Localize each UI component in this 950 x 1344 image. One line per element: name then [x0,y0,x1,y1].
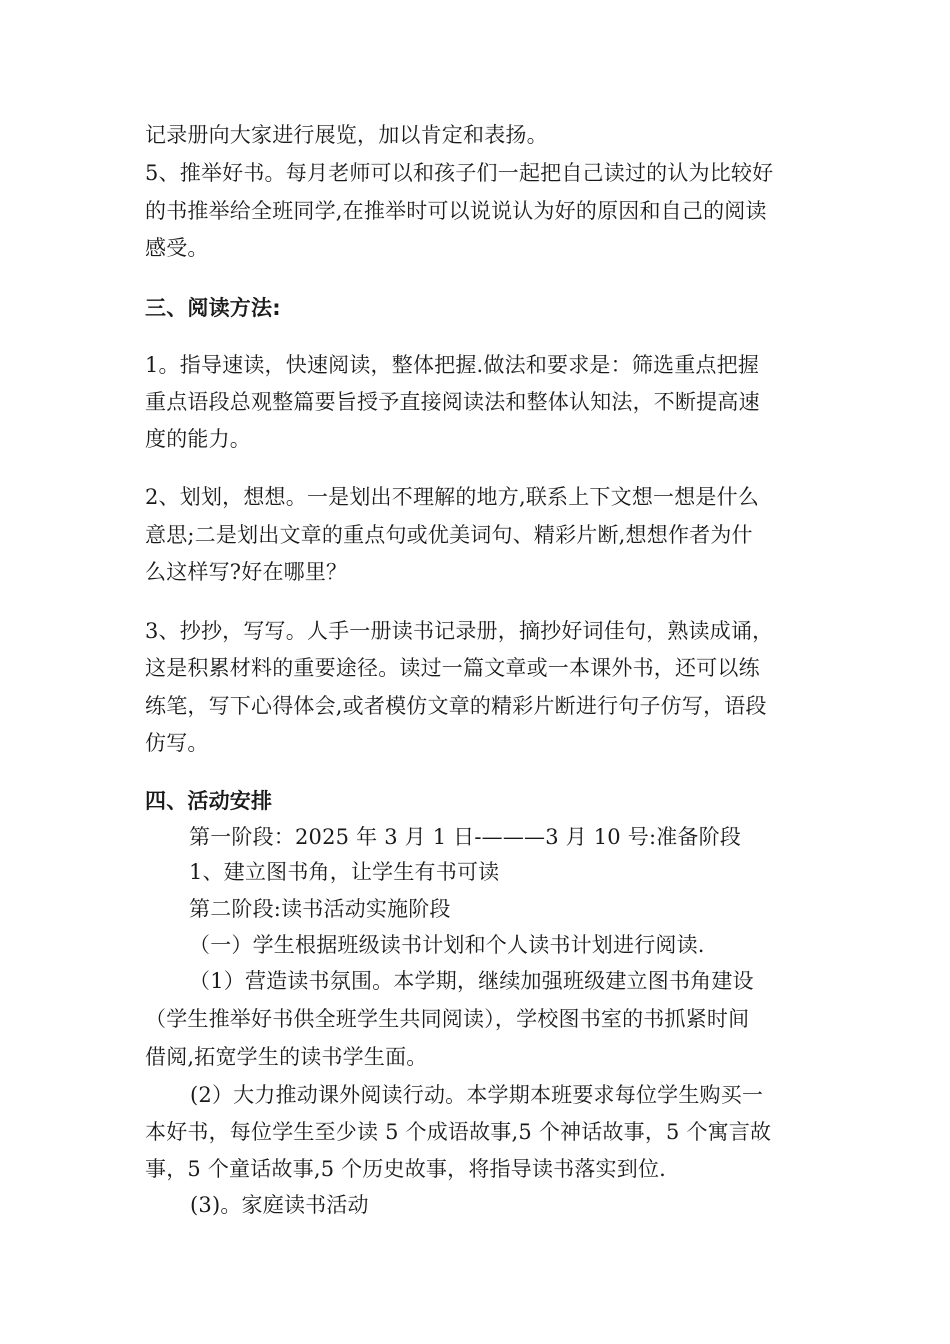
text-line: 事，5 个童话故事,5 个历史故事，将指导读书落实到位. [145,1157,667,1181]
text-line: 记录册向大家进行展览，加以肯定和表扬。 [145,123,548,147]
text-line: 感受。 [145,236,209,260]
text-line: 2、划划，想想。一是划出不理解的地方,联系上下文想一想是什么 [145,485,760,509]
text-line: 练笔，写下心得体会,或者模仿文章的精彩片断进行句子仿写，语段 [145,694,767,718]
text-line: 5、推举好书。每月老师可以和孩子们一起把自己读过的认为比较好 [145,161,774,185]
text-line: 这是积累材料的重要途径。读过一篇文章或一本课外书，还可以练 [145,656,760,680]
text-line: 1。指导速读，快速阅读，整体把握.做法和要求是：筛选重点把握 [145,353,760,377]
text-line: 第一阶段：2025 年 3 月 1 日-———3 月 10 号:准备阶段 [189,825,742,849]
text-line: 度的能力。 [145,427,251,451]
text-line: 本好书，每位学生至少读 5 个成语故事,5 个神话故事，5 个寓言故 [145,1120,772,1144]
text-line: 3、抄抄，写写。人手一册读书记录册，摘抄好词佳句，熟读成诵， [145,619,774,643]
text-line: 借阅,拓宽学生的读书学生面。 [145,1045,428,1069]
text-line: 意思;二是划出文章的重点句或优美词句、精彩片断,想想作者为什 [145,523,753,547]
text-line: 重点语段总观整篇要旨授予直接阅读法和整体认知法，不断提高速 [145,390,760,414]
text-line: （1）营造读书氛围。本学期，继续加强班级建立图书角建设 [189,969,754,993]
text-line: 1、建立图书角，让学生有书可读 [189,860,500,884]
text-line: 第二阶段:读书活动实施阶段 [189,897,451,921]
text-line: （学生推举好书供全班学生共同阅读），学校图书室的书抓紧时间 [145,1007,750,1031]
section-heading-reading-methods: 三、阅读方法: [145,296,281,320]
text-line: （一）学生根据班级读书计划和个人读书计划进行阅读. [189,933,705,957]
text-line: 仿写。 [145,731,209,755]
text-line: 的书推举给全班同学,在推举时可以说说认为好的原因和自己的阅读 [145,199,767,223]
text-line: (2）大力推动课外阅读行动。本学期本班要求每位学生购买一 [190,1083,764,1107]
section-heading-activity-plan: 四、活动安排 [145,789,273,813]
text-line: (3)。家庭读书活动 [190,1193,369,1217]
text-line: 么这样写?好在哪里？ [145,560,348,584]
